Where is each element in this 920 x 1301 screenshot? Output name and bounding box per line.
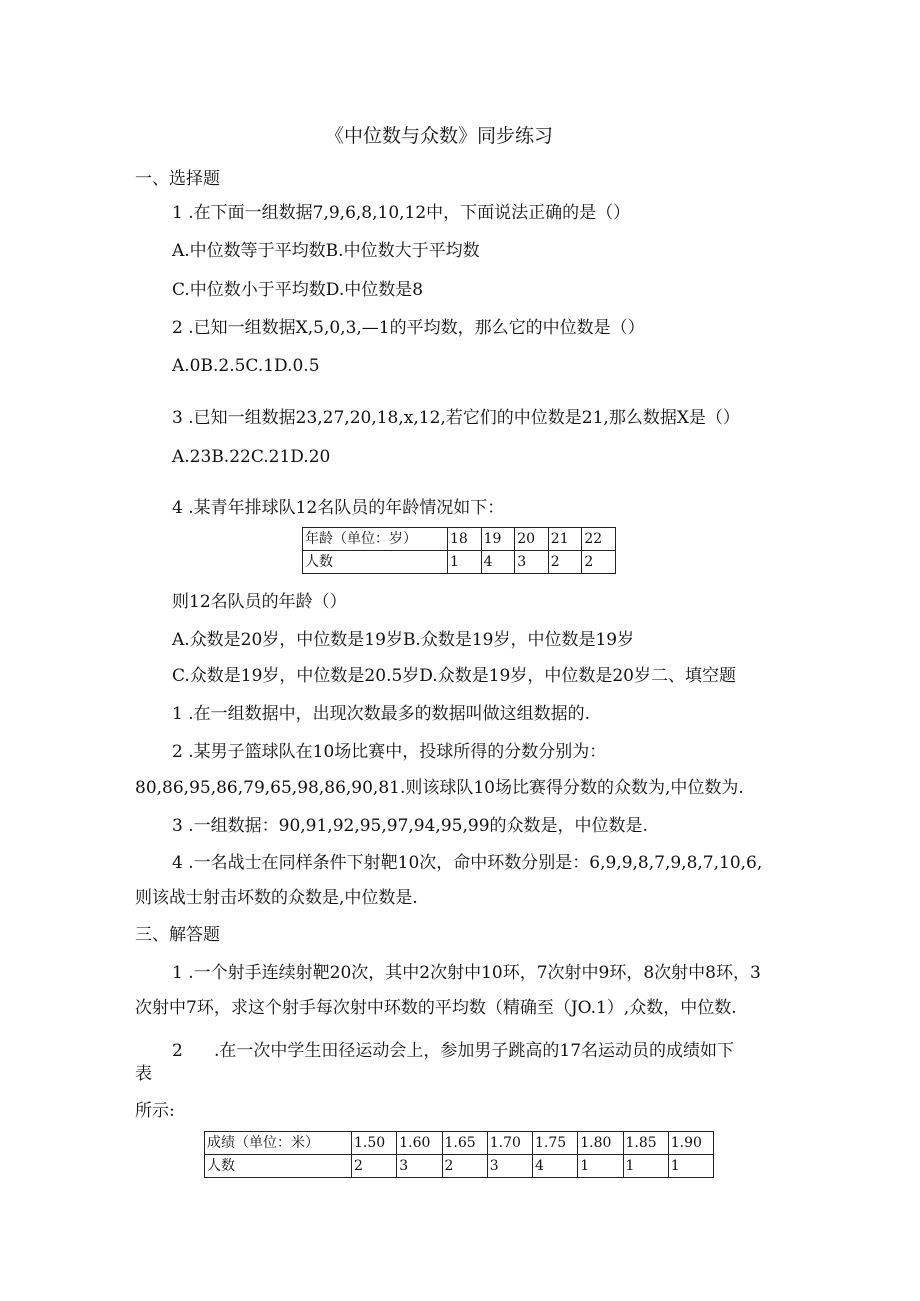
table-cell: 1.70 — [487, 1132, 532, 1155]
fill-q1: 1 .在一组数据中，出现次数最多的数据叫做这组数据的. — [172, 704, 591, 724]
table-cell: 1 — [623, 1155, 668, 1178]
table-cell: 20 — [515, 528, 549, 551]
table-cell: 3 — [487, 1155, 532, 1178]
table-cell: 21 — [548, 528, 582, 551]
section-heading-choice: 一、选择题 — [135, 169, 220, 189]
table-cell: 2 — [548, 551, 582, 574]
table-cell: 成绩（单位：米） — [205, 1132, 352, 1155]
solve-q2-number: 2 — [172, 1041, 183, 1061]
table-cell: 1.60 — [397, 1132, 442, 1155]
q1-options-cd: C.中位数小于平均数D.中位数是8 — [172, 280, 424, 300]
solve-q1-line1: 1 .一个射手连续射靶20次，其中2次射中10环，7次射中9环，8次射中8环，3 — [172, 963, 761, 983]
table-cell: 2 — [352, 1155, 397, 1178]
table-cell: 4 — [533, 1155, 578, 1178]
table-cell: 1.80 — [578, 1132, 623, 1155]
solve-q2-line1: .在一次中学生田径运动会上，参加男子跳高的17名运动员的成绩如下 — [214, 1041, 735, 1061]
table-cell: 3 — [397, 1155, 442, 1178]
q2-options: A.0B.2.5C.1D.0.5 — [172, 356, 320, 376]
q3-options: A.23B.22C.21D.20 — [172, 447, 331, 467]
table-cell: 2 — [442, 1155, 487, 1178]
q1-stem: 1 .在下面一组数据7,9,6,8,10,12中，下面说法正确的是（） — [172, 203, 631, 223]
table-cell: 1.65 — [442, 1132, 487, 1155]
table-cell: 年龄（单位：岁） — [303, 528, 448, 551]
table-cell: 19 — [481, 528, 515, 551]
fill-q4-line2: 则该战士射击坏数的众数是,中位数是. — [135, 888, 418, 908]
table-row — [303, 528, 616, 551]
fill-q2-line1: 2 .某男子篮球队在10场比赛中，投球所得的分数分别为： — [172, 742, 607, 762]
table-row — [205, 1132, 714, 1155]
age-table — [302, 527, 616, 574]
q2-stem: 2 .已知一组数据X,5,0,3,—1的平均数，那么它的中位数是（） — [172, 318, 645, 338]
table-cell: 3 — [515, 551, 549, 574]
table-row — [303, 551, 616, 574]
q4-stem: 4 .某青年排球队12名队员的年龄情况如下： — [172, 498, 505, 518]
table-cell: 1.75 — [533, 1132, 578, 1155]
section-heading-solve: 三、解答题 — [135, 925, 220, 945]
table-cell: 18 — [448, 528, 482, 551]
solve-q2-line3: 所示: — [135, 1101, 175, 1121]
table-cell: 22 — [582, 528, 616, 551]
high-jump-table — [204, 1131, 714, 1178]
q1-options-ab: A.中位数等于平均数B.中位数大于平均数 — [172, 241, 480, 261]
table-row — [205, 1155, 714, 1178]
fill-q3: 3 .一组数据：90,91,92,95,97,94,95,99的众数是，中位数是. — [172, 816, 648, 836]
table-cell: 1.85 — [623, 1132, 668, 1155]
q4-options-ab: A.众数是20岁，中位数是19岁B.众数是19岁，中位数是19岁 — [172, 630, 635, 650]
q4-options-cd: C.众数是19岁，中位数是20.5岁D.众数是19岁，中位数是20岁二、填空题 — [172, 666, 736, 686]
table-cell: 4 — [481, 551, 515, 574]
solve-q2-line2: 表 — [135, 1064, 152, 1084]
table-cell: 人数 — [205, 1155, 352, 1178]
q3-stem: 3 .已知一组数据23,27,20,18,x,12,若它们的中位数是21,那么数据X是（） — [172, 408, 740, 428]
table-cell: 1.90 — [668, 1132, 713, 1155]
table-cell: 1.50 — [352, 1132, 397, 1155]
page-title: 《中位数与众数》同步练习 — [325, 125, 554, 147]
table-cell: 1 — [578, 1155, 623, 1178]
solve-q1-line2: 次射中7环，求这个射手每次射中环数的平均数（精确至（JO.1）,众数，中位数. — [135, 998, 737, 1018]
q4-ask: 则12名队员的年龄（） — [172, 592, 347, 612]
table-cell: 1 — [448, 551, 482, 574]
table-cell: 1 — [668, 1155, 713, 1178]
table-cell: 2 — [582, 551, 616, 574]
fill-q4-line1: 4 .一名战士在同样条件下射靶10次，命中环数分别是：6,9,9,8,7,9,8,7,10,6, — [172, 853, 763, 873]
table-cell: 人数 — [303, 551, 448, 574]
fill-q2-line2: 80,86,95,86,79,65,98,86,90,81.则该球队10场比赛得分数的众数为,中位数为. — [135, 778, 744, 798]
